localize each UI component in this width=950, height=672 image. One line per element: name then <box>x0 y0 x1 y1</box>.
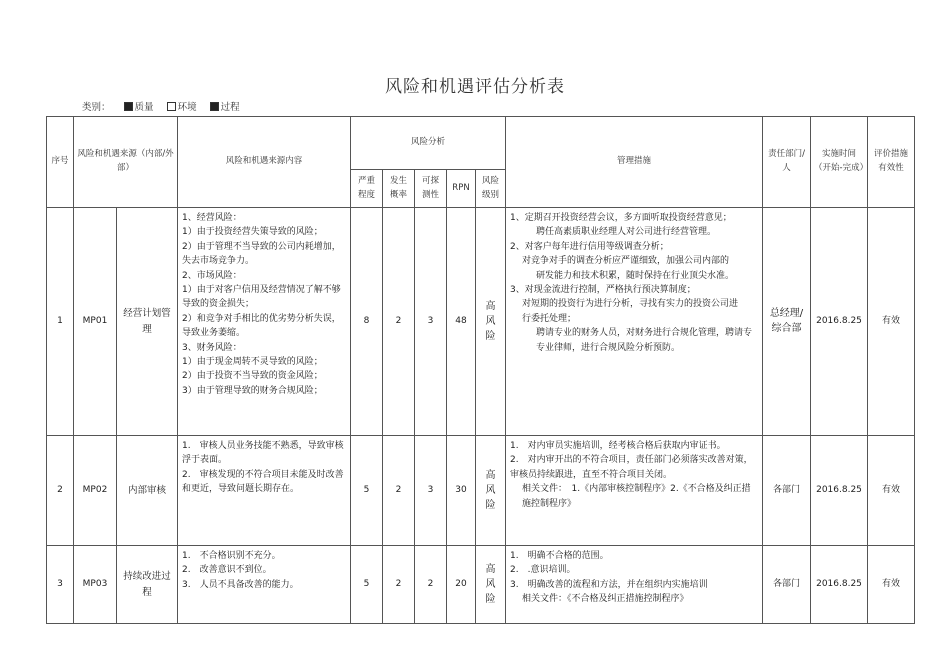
row-owner: 各部门 <box>763 546 811 624</box>
row-occurrence: 2 <box>383 546 415 624</box>
row-content: 1、经营风险： 1）由于投资经营失策导致的风险； 2）由于管理不当导致的公司内耗增加，失去市场竞争力。 2、市场风险： 1）由于对客户信用及经营情况了解不够导致的资金损失； 2）和竞争对手相比的优劣势分析失误，导致业务萎缩。 3、财务风险： 1）由于现金周转不灵导致的风险； 2）由于投资不当导致的资金风险； 3）由于管理导致的财务合规风险； <box>178 208 351 436</box>
row-code: MP02 <box>74 436 117 546</box>
row-code: MP01 <box>74 208 117 436</box>
row-detect: 3 <box>415 208 447 436</box>
row-owner: 总经理/综合部 <box>763 208 811 436</box>
risk-table <box>46 116 915 624</box>
category-line <box>82 99 250 113</box>
row-level: 高风险 <box>476 436 506 546</box>
row-detect: 2 <box>415 546 447 624</box>
page-title: 风险和机遇评估分析表 <box>385 77 565 97</box>
table-row <box>47 546 915 624</box>
header-level: 风险级别 <box>476 170 506 208</box>
row-severity: 5 <box>351 436 383 546</box>
category-process: 过程 <box>210 102 240 113</box>
header-detect: 可探测性 <box>415 170 447 208</box>
row-severity: 5 <box>351 546 383 624</box>
row-eval: 有效 <box>868 546 915 624</box>
row-detect: 3 <box>415 436 447 546</box>
row-level: 高风险 <box>476 546 506 624</box>
header-source: 风险和机遇来源（内部/外部） <box>74 117 178 208</box>
header-severity: 严重程度 <box>351 170 383 208</box>
row-seq: 3 <box>47 546 74 624</box>
row-rpn: 48 <box>447 208 476 436</box>
category-quality: 质量 <box>124 102 154 113</box>
table-row <box>47 436 915 546</box>
header-occurrence: 发生概率 <box>383 170 415 208</box>
checkbox-environment <box>167 102 176 111</box>
header-row-1 <box>47 117 915 170</box>
row-level: 高风险 <box>476 208 506 436</box>
table-row <box>47 208 915 436</box>
row-measures: 1. 明确不合格的范围。 2. .意识培训。 3. 明确改善的流程和方法，并在组织内实施培训 相关文件：《不合格及纠正措施控制程序》 <box>506 546 763 624</box>
checkbox-quality <box>124 102 133 111</box>
row-source-name: 持续改进过程 <box>117 546 178 624</box>
row-time: 2016.8.25 <box>811 208 868 436</box>
row-eval: 有效 <box>868 208 915 436</box>
row-content: 1. 不合格识别不充分。 2. 改善意识不到位。 3. 人员不具备改善的能力。 <box>178 546 351 624</box>
header-owner: 责任部门/人 <box>763 117 811 208</box>
row-rpn: 20 <box>447 546 476 624</box>
row-measures: 1、定期召开投资经营会议，多方面听取投资经营意见； 聘任高素质职业经理人对公司进行经营管理。 2、对客户每年进行信用等级调查分析； 对竞争对手的调查分析应严谨细致，加强公司内部的 研发能力和技术积累，随时保持在行业顶尖水准。 3、对现金流进行控制，严格执行预决算制度； 对短期的投资行为进行分析，寻找有实力的投资公司进 行委托处理； 聘请专业的财务人员，对财务进行合规化管理，聘请专 专业律师，进行合规风险分析预防。 <box>506 208 763 436</box>
row-measures: 1. 对内审员实施培训，经考核合格后获取内审证书。 2. 对内审开出的不符合项目，责任部门必须落实改善对策，审核员持续跟进，直至不符合项目关闭。 相关文件： 1.《内部审核控制程序》2.《不合格及纠正措施控制程序》 <box>506 436 763 546</box>
header-rpn: RPN <box>447 170 476 208</box>
row-seq: 1 <box>47 208 74 436</box>
row-rpn: 30 <box>447 436 476 546</box>
row-seq: 2 <box>47 436 74 546</box>
row-severity: 8 <box>351 208 383 436</box>
row-source-name: 经营计划管理 <box>117 208 178 436</box>
row-source-name: 内部审核 <box>117 436 178 546</box>
checkbox-process <box>210 102 219 111</box>
category-environment: 环境 <box>167 102 197 113</box>
category-label: 类别： <box>82 102 111 113</box>
row-code: MP03 <box>74 546 117 624</box>
row-time: 2016.8.25 <box>811 436 868 546</box>
header-measures: 管理措施 <box>506 117 763 208</box>
row-owner: 各部门 <box>763 436 811 546</box>
header-analysis: 风险分析 <box>351 117 506 170</box>
row-occurrence: 2 <box>383 208 415 436</box>
header-eval: 评价措施有效性 <box>868 117 915 208</box>
row-time: 2016.8.25 <box>811 546 868 624</box>
row-eval: 有效 <box>868 436 915 546</box>
header-time: 实施时间（开始-完成） <box>811 117 868 208</box>
row-occurrence: 2 <box>383 436 415 546</box>
header-content: 风险和机遇来源内容 <box>178 117 351 208</box>
header-seq: 序号 <box>47 117 74 208</box>
row-content: 1. 审核人员业务技能不熟悉，导致审核浮于表面。 2. 审核发现的不符合项目未能及时改善和更近，导致问题长期存在。 <box>178 436 351 546</box>
